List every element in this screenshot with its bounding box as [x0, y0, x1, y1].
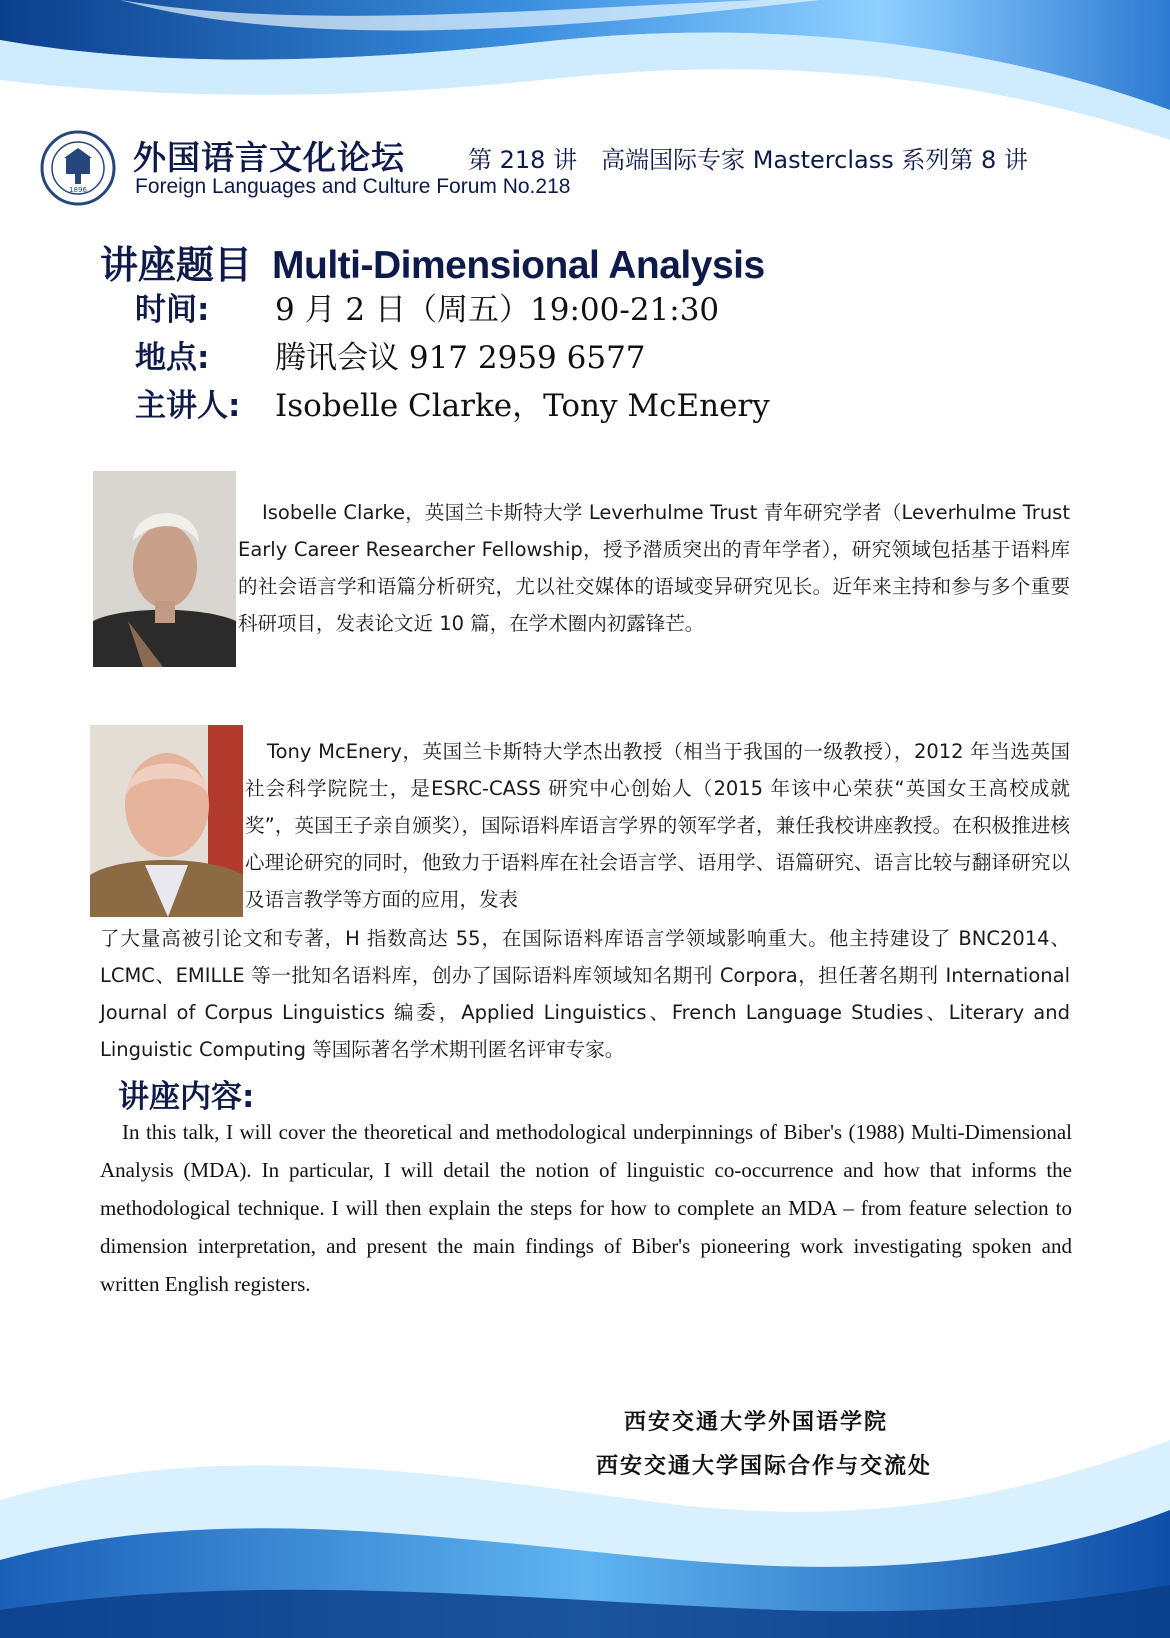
bio-mcenery-bottom — [100, 920, 1070, 1068]
forum-name-zh: 外国语言文化论坛 — [133, 138, 405, 177]
university-logo — [40, 130, 116, 206]
time-row — [135, 284, 719, 329]
bio-mcenery-top — [245, 733, 1070, 921]
svg-text:1896: 1896 — [69, 186, 87, 194]
bio-clarke-text: Isobelle Clarke，英国兰卡斯特大学 Leverhulme Trust 青年研究学者（Leverhulme Trust Early Career Researcher Fellowship，授予潜质突出的青年学者），研究领域包括基于语料库的社会语言学和语篇分析研究，尤以社交媒体的语域变异研究见长。近年来主持和参与多个重要科研项目，发表论文近 10 篇，在学术圈内初露锋芒。 — [238, 501, 1070, 635]
photo-tony-mcenery — [90, 725, 243, 917]
photo-isobelle-clarke — [93, 471, 236, 667]
organizer-line-1: 西安交通大学外国语学院 — [624, 1409, 889, 1435]
forum-name-en: Foreign Languages and Culture Forum No.218 — [135, 175, 571, 198]
lecture-title: Multi-Dimensional Analysis — [272, 244, 765, 287]
place-row — [135, 332, 646, 377]
time-value: 9 月 2 日（周五）19:00-21:30 — [275, 292, 720, 328]
speaker-row — [135, 380, 770, 425]
content-heading: 讲座内容: — [118, 1079, 255, 1115]
time-label: 时间: — [135, 292, 210, 328]
bio-mcenery-bottom-text: 了大量高被引论文和专著，H 指数高达 55，在国际语料库语言学领域影响重大。他主持建设了 BNC2014、LCMC、EMILLE 等一批知名语料库，创办了国际语料库领域知名期刊 Corpora，担任著名期刊 International Journal of Corpus Linguistics 编委，Applied Linguistics、French Language Studies、Literary and Linguistic Computing 等国际著名学术期刊匿名评审专家。 — [100, 927, 1070, 1061]
lecture-meta: 第 218 讲 高端国际专家 Masterclass 系列第 8 讲 — [468, 146, 1028, 174]
title-label: 讲座题目 — [100, 243, 253, 287]
abstract-text: In this talk, I will cover the theoretical and methodological underpinnings of Biber's (1988) Multi-Dimensional Analysis (MDA). In particular, I will detail the notion of linguistic co-occurrence and how that informs the methodological technique. I will then explain the steps for how to complete an MDA – from feature selection to dimension interpretation, and present the main findings of Biber's pioneering work investigating spoken and written English registers. — [100, 1120, 1072, 1296]
bio-mcenery-top-text: Tony McEnery，英国兰卡斯特大学杰出教授（相当于我国的一级教授），2012 年当选英国社会科学院院士，是ESRC-CASS 研究中心创始人（2015 年该中心荣获“英国女王高校成就奖”，英国王子亲自颁奖），国际语料库语言学界的领军学者，兼任我校讲座教授。在积极推进核心理论研究的同时，他致力于语料库在社会语言学、语用学、语篇研究、语言比较与翻译研究以及语言教学等方面的应用，发表 — [245, 740, 1070, 911]
lecture-title-line — [100, 234, 765, 289]
place-value: 腾讯会议 917 2959 6577 — [275, 340, 646, 376]
bio-clarke — [238, 494, 1070, 642]
speaker-label: 主讲人: — [135, 388, 241, 424]
speaker-value: Isobelle Clarke，Tony McEnery — [275, 388, 770, 424]
place-label: 地点: — [135, 340, 210, 376]
abstract — [100, 1113, 1072, 1303]
organizer-line-2: 西安交通大学国际合作与交流处 — [596, 1453, 933, 1479]
